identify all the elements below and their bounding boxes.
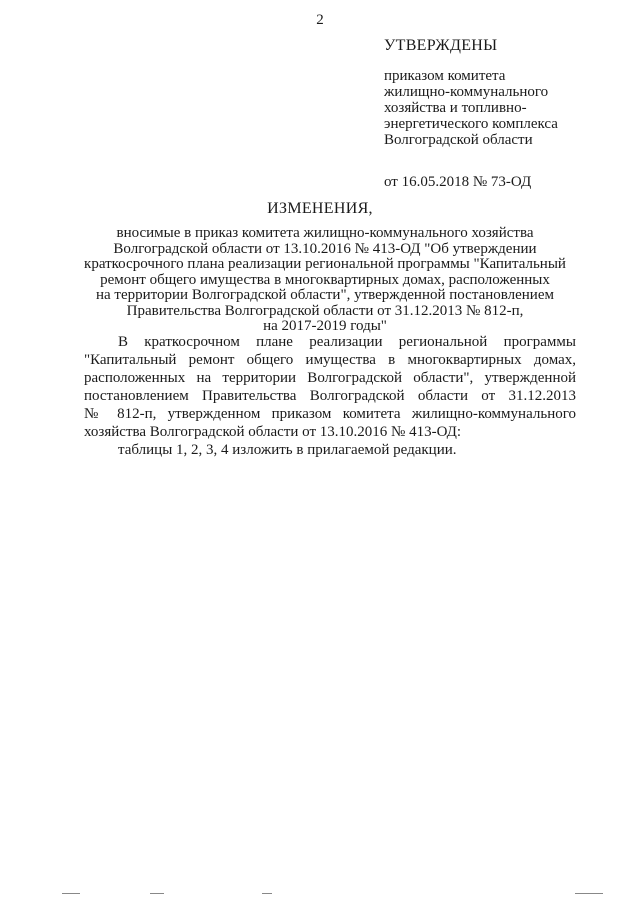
subtitle-line: краткосрочного плана реализации региональной программы "Капитальный — [84, 256, 566, 272]
body-line: № 812-п, утвержденном приказом комитета жилищно-коммунального — [84, 406, 576, 422]
scan-mark — [62, 893, 80, 894]
body-line: "Капитальный ремонт общего имущества в многоквартирных домах, — [84, 352, 576, 368]
document-subtitle — [60, 226, 590, 335]
body-line: постановлением Правительства Волгоградской области от 31.12.2013 — [84, 388, 576, 404]
subtitle-line: вносимые в приказ комитета жилищно-коммунального хозяйства — [116, 225, 534, 241]
approval-line: приказом комитета — [384, 68, 506, 84]
scan-mark — [262, 893, 272, 894]
approval-line: Волгоградской области — [384, 132, 533, 148]
body-line: хозяйства Волгоградской области от 13.10.2016 № 413-ОД: — [84, 424, 462, 440]
scan-mark — [150, 893, 164, 894]
subtitle-line: на территории Волгоградской области", утвержденной постановлением — [96, 287, 554, 303]
approval-line: хозяйства и топливно- — [384, 100, 527, 116]
body-line: В краткосрочном плане реализации региональной программы — [118, 334, 576, 350]
scan-footer-marks — [0, 893, 640, 901]
approval-line: энергетического комплекса — [384, 116, 558, 132]
body-line: таблицы 1, 2, 3, 4 изложить в прилагаемой редакции. — [118, 442, 457, 458]
approval-date: от 16.05.2018 № 73-ОД — [384, 174, 532, 190]
page-number: 2 — [316, 12, 324, 28]
approval-block — [384, 38, 614, 190]
document-body — [84, 333, 576, 459]
document-title: ИЗМЕНЕНИЯ, — [267, 200, 373, 217]
subtitle-line: Правительства Волгоградской области от 31.12.2013 № 812-п, — [126, 302, 524, 319]
subtitle-line: Волгоградской области от 13.10.2016 № 413-ОД "Об утверждении — [113, 240, 537, 257]
subtitle-line: на 2017-2019 годы" — [263, 318, 387, 334]
approval-line: жилищно-коммунального — [384, 84, 549, 100]
body-line: расположенных на территории Волгоградской области", утвержденной — [84, 370, 576, 386]
subtitle-line: ремонт общего имущества в многоквартирных домах, расположенных — [100, 271, 550, 288]
scan-mark — [575, 893, 603, 894]
approval-title: УТВЕРЖДЕНЫ — [384, 37, 498, 54]
